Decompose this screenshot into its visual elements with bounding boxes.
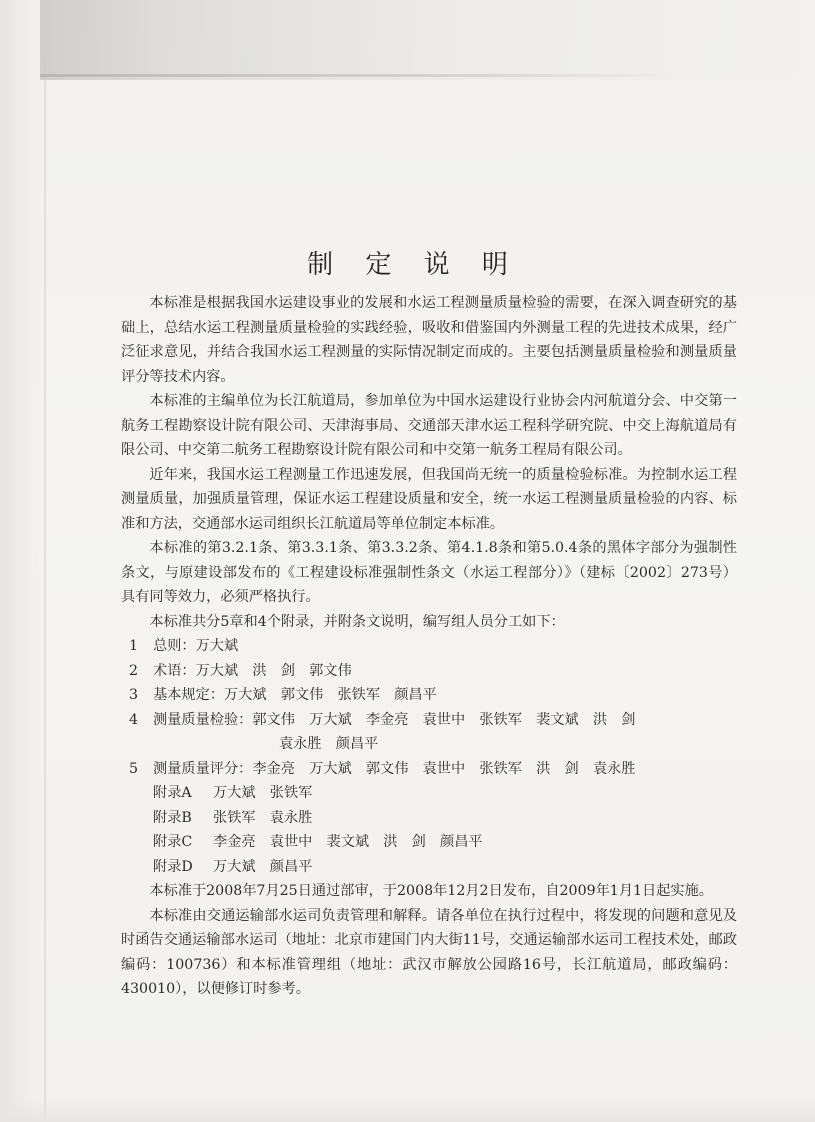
scan-bottom-edge xyxy=(0,1100,815,1122)
appendix-label: 附录A xyxy=(153,785,192,801)
author-list xyxy=(121,634,737,781)
chapter-authors: 万大斌 洪 剑 郭文伟 xyxy=(195,662,352,679)
scan-top-line xyxy=(40,74,680,77)
paragraph-background: 近年来，我国水运工程测量工作迅速发展，但我国尚无统一的质量检验标准。为控制水运工程测量质量，加强质量管理，保证水运工程建设质量和安全，统一水运工程测量质量检验的内容、标准和方法，交通部水运司组织长江航道局等单位制定本标准。 xyxy=(121,466,737,532)
paragraph-purpose: 本标准是根据我国水运建设事业的发展和水运工程测量质量检验的需要，在深入调查研究的基础上，总结水运工程测量质量检验的实践经验，吸收和借鉴国内外测量工程的先进技术成果，经广泛征求意见，并结合我国水运工程测量的实际情况制定而成的。主要包括测量质量检验和测量质量评分等技术内容。 xyxy=(121,295,737,385)
appendix-item xyxy=(121,830,737,855)
chapter-label: 术语： xyxy=(153,662,196,679)
chapter-number: 2 xyxy=(129,662,139,679)
chapter-label: 测量质量评分： xyxy=(153,760,253,777)
appendix-authors: 万大斌 颜昌平 xyxy=(213,858,313,875)
author-item xyxy=(121,683,737,708)
chapter-number: 5 xyxy=(129,760,139,777)
appendix-item xyxy=(121,806,737,831)
paragraph-mandatory: 本标准的第3.2.1条、第3.3.1条、第3.3.2条、第4.1.8条和第5.0.4条的黑体字部分为强制性条文，与原建设部发布的《工程建设标准强制性条文（水运工程部分）》（建标〔2002〕273号）具有同等效力，必须严格执行。 xyxy=(121,540,737,605)
chapter-authors: 李金亮 万大斌 郭文伟 袁世中 张铁军 洪 剑 袁永胜 xyxy=(252,760,636,777)
appendix-label: 附录B xyxy=(153,809,192,826)
body-text xyxy=(121,291,737,1002)
appendix-list xyxy=(121,781,737,879)
chapter-number: 3 xyxy=(129,687,139,703)
appendix-item xyxy=(121,781,737,806)
paragraph-management: 本标准由交通运输部水运司负责管理和解释。请各单位在执行过程中，将发现的问题和意见及时函告交通运输部水运司（地址：北京市建国门内大街11号，交通运输部水运司工程技术处，邮政编码：100736）和本标准管理组（地址：武汉市解放公园路16号，长江航道局，邮政编码：430010），以便修订时参考。 xyxy=(121,907,737,997)
chapter-authors: 万大斌 郭文伟 张铁军 颜昌平 xyxy=(223,687,437,703)
appendix-label: 附录D xyxy=(153,858,193,875)
author-item xyxy=(121,659,737,684)
chapter-authors-continued: 袁永胜 颜昌平 xyxy=(279,736,379,752)
chapter-authors: 万大斌 xyxy=(195,638,239,654)
scan-left-edge xyxy=(0,0,46,1122)
appendix-authors: 张铁军 袁永胜 xyxy=(213,809,313,826)
appendix-label: 附录C xyxy=(153,834,193,850)
author-item xyxy=(121,634,737,659)
chapter-label: 基本规定： xyxy=(153,687,224,703)
chapter-label: 测量质量检验： xyxy=(153,711,253,728)
chapter-label: 总则： xyxy=(153,638,196,654)
chapter-number: 4 xyxy=(129,711,139,728)
paragraph-units: 本标准的主编单位为长江航道局，参加单位为中国水运建设行业协会内河航道分会、中交第一航务工程勘察设计院有限公司、天津海事局、交通部天津水运工程科学研究院、中交上海航道局有限公司、中交第二航务工程勘察设计院有限公司和中交第一航务工程局有限公司。 xyxy=(121,393,737,458)
appendix-item xyxy=(121,855,737,880)
author-item xyxy=(121,757,737,782)
chapter-number: 1 xyxy=(129,638,139,654)
author-item-continuation xyxy=(121,732,737,757)
chapter-authors: 郭文伟 万大斌 李金亮 袁世中 张铁军 裴文斌 洪 剑 xyxy=(252,711,636,728)
scan-top-shadow xyxy=(40,0,815,80)
appendix-authors: 李金亮 袁世中 裴文斌 洪 剑 颜昌平 xyxy=(213,834,483,850)
author-item xyxy=(121,708,737,733)
scan-left-edge-line xyxy=(44,60,46,1122)
paragraph-effective-date: 本标准于2008年7月25日通过部审，于2008年12月2日发布，自2009年1月1日起实施。 xyxy=(149,883,713,899)
page-title: 制 定 说 明 xyxy=(307,250,520,280)
paragraph-structure: 本标准共分5章和4个附录，并附条文说明，编写组人员分工如下： xyxy=(149,613,565,630)
appendix-authors: 万大斌 张铁军 xyxy=(213,785,313,801)
